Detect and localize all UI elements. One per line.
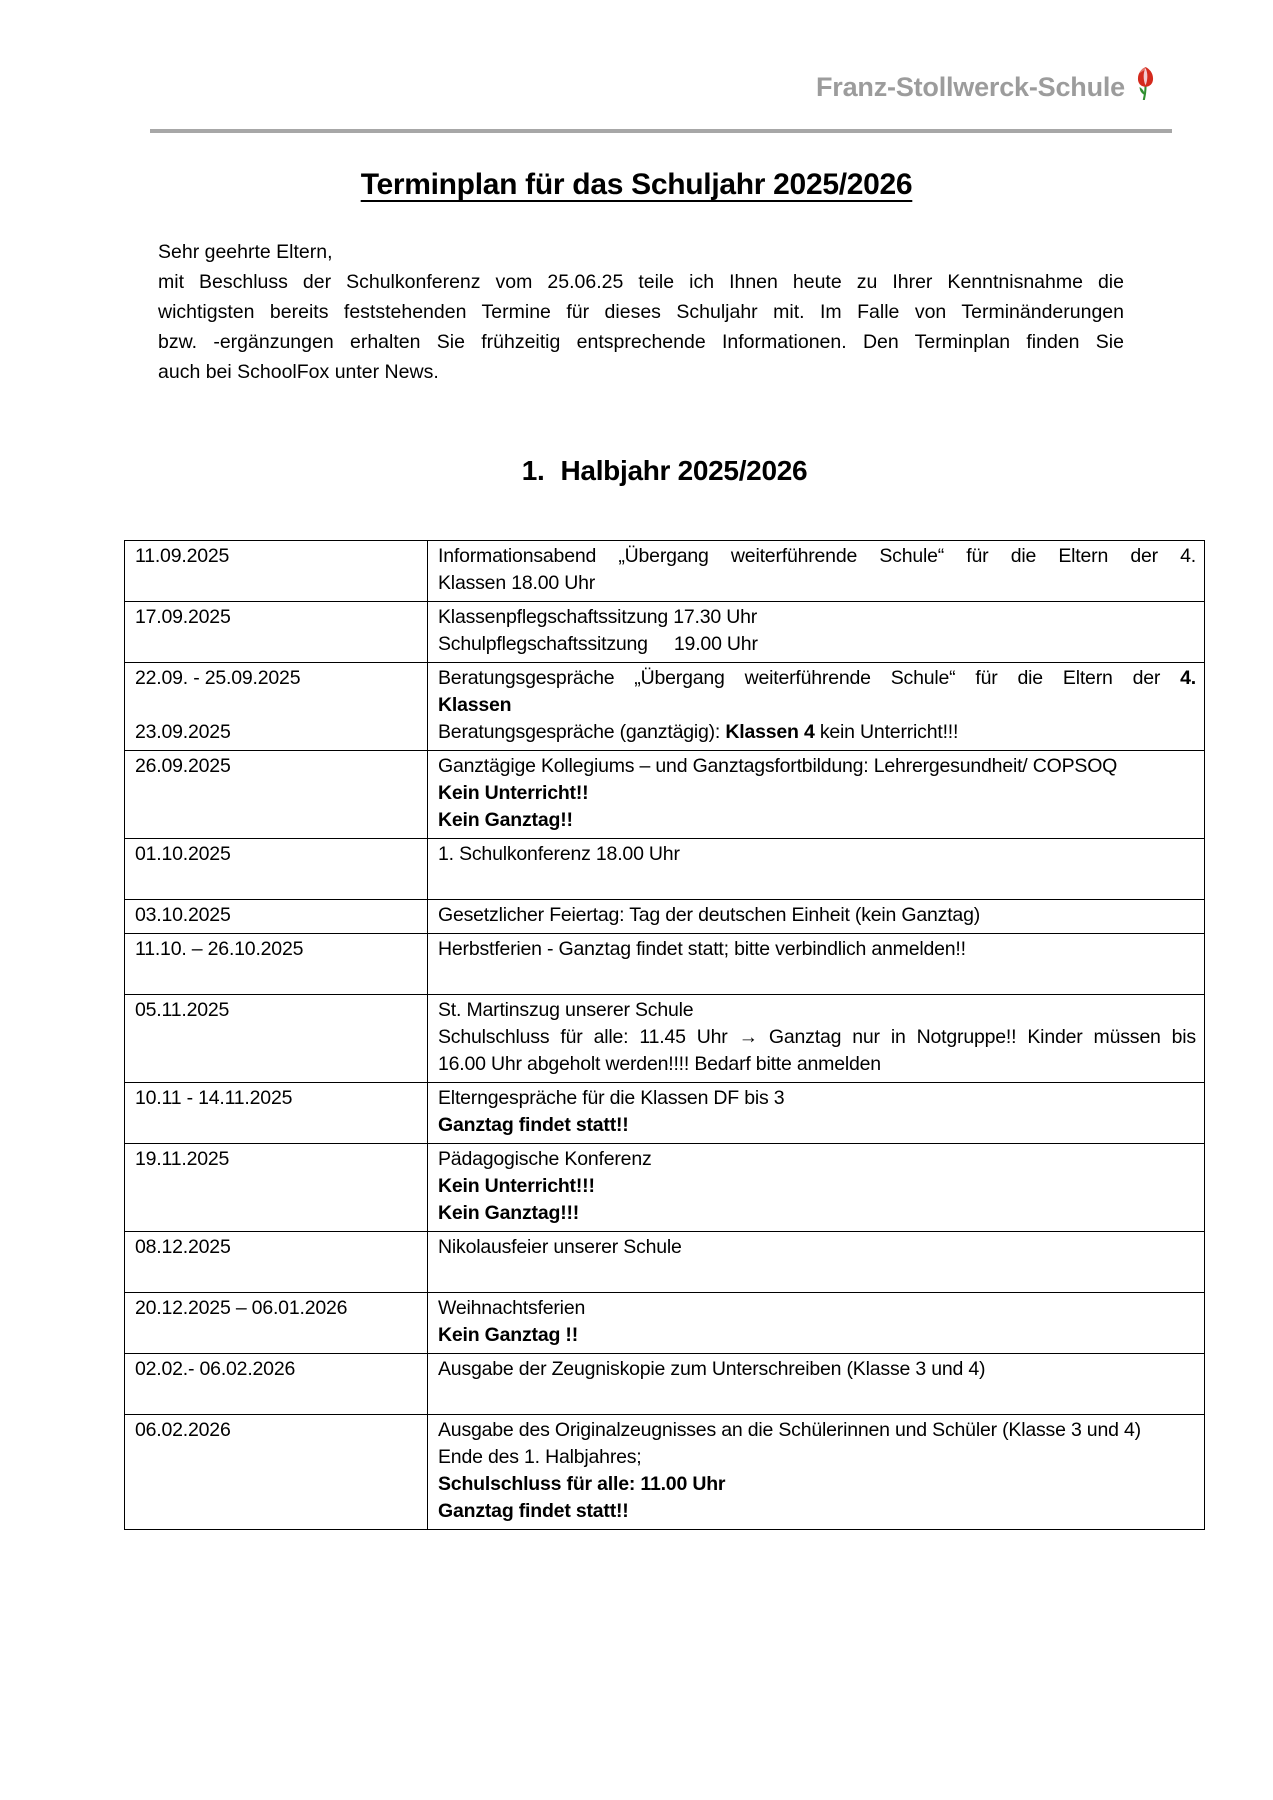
date-cell [125,602,428,663]
event-text: Kein Ganztag !! [438,1324,579,1346]
section-number: 1. [521,455,545,486]
date-cell [125,1293,428,1354]
event-cell [428,934,1205,995]
event-text: Kein Ganztag!!! [438,1202,580,1224]
event-text: Nikolausfeier unserer Schule [438,1236,682,1258]
event-text: Ganztag findet statt!! [438,1114,629,1136]
event-cell [428,663,1205,751]
intro-line: mit Beschluss der Schulkonferenz vom 25.06.25 teile ich Ihnen heute zu Ihrer Kenntnisnahme die [158,271,1124,293]
table-row [125,663,1205,751]
event-text: Ganztag findet statt!! [438,1500,629,1522]
event-text: Beratungsgespräche „Übergang weiterführende Schule“ für die Eltern der 4. [438,667,1196,689]
date-cell [125,1232,428,1293]
schedule-table-body [125,541,1205,1530]
event-text: Pädagogische Konferenz [438,1148,652,1170]
table-row [125,602,1205,663]
date-cell [125,1415,428,1530]
event-text: Klassenpflegschaftssitzung 17.30 Uhr [438,606,758,628]
event-text: Ganztägige Kollegiums – und Ganztagsfortbildung: Lehrergesundheit/ COPSOQ [438,755,1118,777]
event-text: Beratungsgespräche (ganztägig): Klassen 4 kein Unterricht!!! [438,721,959,743]
event-cell [428,839,1205,900]
date-cell [125,839,428,900]
date-text: 10.11 - 14.11.2025 [135,1087,293,1109]
table-row [125,1232,1205,1293]
date-text: 01.10.2025 [135,843,231,865]
event-text: Ausgabe des Originalzeugnisses an die Schülerinnen und Schüler (Klasse 3 und 4) [438,1419,1141,1441]
date-text: 19.11.2025 [135,1148,230,1170]
event-text: Klassen 18.00 Uhr [438,572,596,594]
event-text: Gesetzlicher Feiertag: Tag der deutschen Einheit (kein Ganztag) [438,904,981,926]
event-text: Herbstferien - Ganztag findet statt; bitte verbindlich anmelden!! [438,938,966,960]
event-text: Schulschluss für alle: 11.45 Uhr → Ganztag nur in Notgruppe!! Kinder müssen bis [438,1026,1196,1048]
event-text [438,868,1196,895]
date-cell [125,934,428,995]
date-text: 26.09.2025 [135,755,231,777]
event-text: Kein Unterricht!!! [438,1175,595,1197]
date-cell [125,995,428,1083]
date-text: 11.09.2025 [135,545,230,567]
event-cell [428,1144,1205,1232]
event-text: Schulpflegschaftssitzung 19.00 Uhr [438,633,758,655]
event-text: St. Martinszug unserer Schule [438,999,694,1021]
event-text [438,1261,1196,1288]
table-row [125,1415,1205,1530]
table-row [125,1144,1205,1232]
date-text [135,692,419,719]
event-cell [428,1083,1205,1144]
event-cell [428,1354,1205,1415]
event-cell [428,900,1205,934]
school-name: Franz-Stollwerck-Schule [816,71,1125,102]
schedule-table [124,540,1205,1530]
event-cell [428,1415,1205,1530]
date-cell [125,663,428,751]
date-cell [125,1144,428,1232]
table-row [125,1354,1205,1415]
intro-paragraph [158,267,1124,387]
event-text: Ende des 1. Halbjahres; [438,1446,642,1468]
event-text: Kein Unterricht!! [438,782,589,804]
event-cell [428,541,1205,602]
intro-section [158,237,1124,387]
table-row [125,839,1205,900]
table-row [125,900,1205,934]
event-cell [428,1293,1205,1354]
event-text: 1. Schulkonferenz 18.00 Uhr [438,843,680,865]
table-row [125,995,1205,1083]
table-row [125,1083,1205,1144]
header-divider [150,129,1172,133]
table-row [125,934,1205,995]
intro-line: wichtigsten bereits feststehenden Termine für dieses Schuljahr mit. Im Falle von Terminänderungen [158,301,1124,323]
date-cell [125,751,428,839]
section-heading [124,455,1205,487]
date-text: 03.10.2025 [135,904,231,926]
event-text: Elterngespräche für die Klassen DF bis 3 [438,1087,785,1109]
event-cell [428,751,1205,839]
document-title: Terminplan für das Schuljahr 2025/2026 [360,168,913,201]
date-text: 20.12.2025 – 06.01.2026 [135,1297,348,1319]
date-text: 08.12.2025 [135,1236,231,1258]
event-text: Kein Ganztag!! [438,809,573,831]
salutation: Sehr geehrte Eltern, [158,241,333,263]
tulip-icon [1134,66,1157,100]
table-row [125,541,1205,602]
date-cell [125,1083,428,1144]
event-text [438,963,1196,990]
date-text: 05.11.2025 [135,999,230,1021]
intro-line: auch bei SchoolFox unter News. [158,361,439,383]
date-text: 17.09.2025 [135,606,231,628]
event-cell [428,602,1205,663]
event-text: Informationsabend „Übergang weiterführende Schule“ für die Eltern der 4. [438,545,1196,567]
date-text: 23.09.2025 [135,721,231,743]
date-text: 11.10. – 26.10.2025 [135,938,304,960]
event-text: Schulschluss für alle: 11.00 Uhr [438,1473,726,1495]
table-row [125,1293,1205,1354]
event-text: 16.00 Uhr abgeholt werden!!!! Bedarf bitte anmelden [438,1053,881,1075]
intro-line: bzw. -ergänzungen erhalten Sie frühzeitig entsprechende Informationen. Den Terminplan finden Sie [158,331,1124,353]
page-header [816,66,1157,108]
event-text [438,1383,1196,1410]
date-cell [125,900,428,934]
table-row [125,751,1205,839]
date-cell [125,541,428,602]
section-title: Halbjahr 2025/2026 [560,455,808,486]
date-cell [125,1354,428,1415]
date-text: 06.02.2026 [135,1419,231,1441]
date-text: 02.02.- 06.02.2026 [135,1358,296,1380]
event-cell [428,1232,1205,1293]
event-text: Weihnachtsferien [438,1297,586,1319]
event-text: Ausgabe der Zeugniskopie zum Unterschreiben (Klasse 3 und 4) [438,1358,986,1380]
event-cell [428,995,1205,1083]
date-text: 22.09. - 25.09.2025 [135,667,301,689]
event-text: Klassen [438,694,512,716]
